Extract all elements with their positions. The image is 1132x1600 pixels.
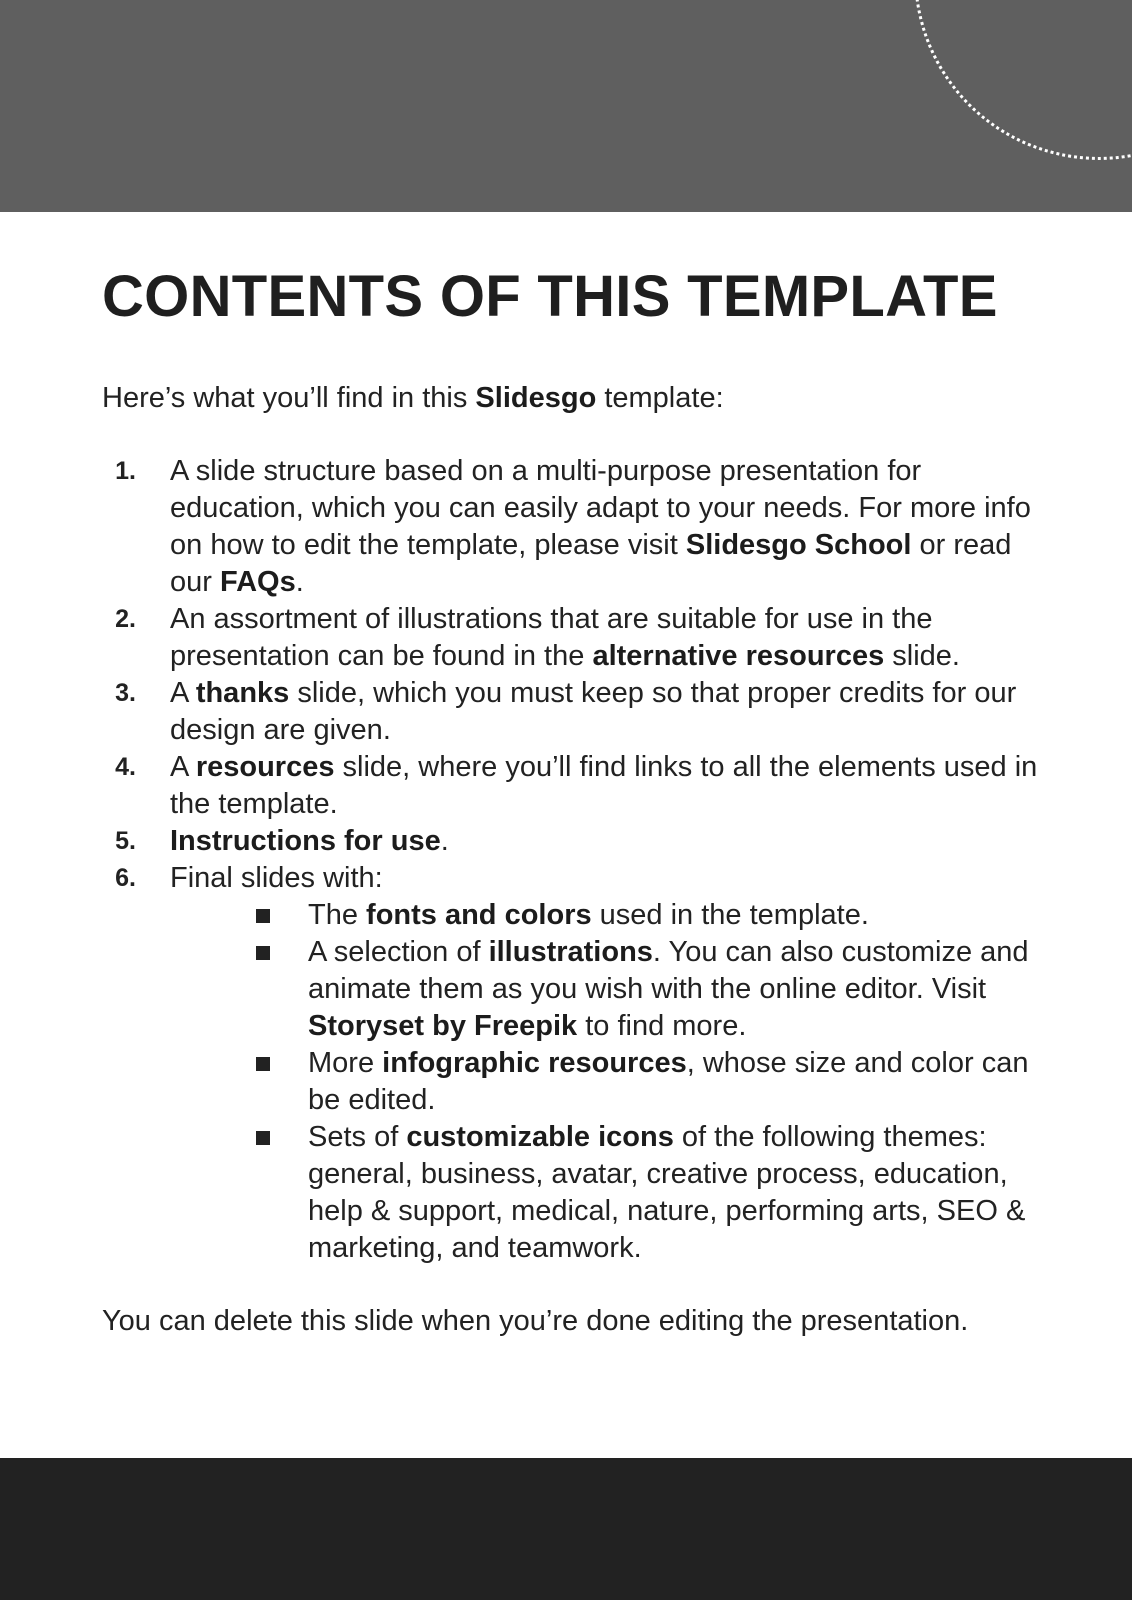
list-number: 3.: [115, 678, 136, 707]
item-text: A slide structure based on a multi-purpose presentation for education, which you can easily adapt to your needs. For more info on how to edit the template, please visit: [170, 454, 1031, 561]
item-bold: Slidesgo School: [685, 528, 912, 561]
sub-item-4: [308, 1119, 1042, 1267]
intro-before: Here’s what you’ll find in this: [102, 381, 476, 414]
sub-item-bold: Storyset by Freepik: [308, 1009, 578, 1042]
item-text: slide, where you’ll find links to all the elements used in the template.: [170, 750, 1038, 820]
item-text: A: [170, 676, 196, 709]
sub-item-text: The: [308, 898, 367, 931]
closing-note: You can delete this slide when you’re done editing the presentation.: [102, 1304, 969, 1337]
sub-item-3: [308, 1045, 1042, 1119]
slide-content: [102, 262, 1042, 1340]
dotted-arc-decoration: [914, 0, 1132, 160]
sub-item-text: More: [308, 1046, 383, 1079]
item-text: .: [295, 565, 304, 598]
intro-after: template:: [596, 381, 724, 414]
square-bullet-icon: [256, 1057, 270, 1071]
item-bold: Instructions for use: [170, 824, 441, 857]
list-number: 1.: [115, 456, 136, 485]
square-bullet-icon: [256, 1131, 270, 1145]
list-item-4: [102, 749, 1042, 823]
contents-list: [102, 453, 1042, 1267]
square-bullet-icon: [256, 946, 270, 960]
sub-item-bold: illustrations: [488, 935, 653, 968]
sub-item-text: of the following themes: general, business, avatar, creative process, education, help & support, medical, nature, performing arts, SEO & marketing, and teamwork.: [308, 1120, 1026, 1264]
item-bold: FAQs: [219, 565, 296, 598]
square-bullet-icon: [256, 909, 270, 923]
sub-item-text: . You can also customize and animate them as you wish with the online editor. Visit: [308, 935, 1029, 1005]
list-number: 4.: [115, 752, 136, 781]
sub-item-bold: customizable icons: [406, 1120, 674, 1153]
list-number: 2.: [115, 604, 136, 633]
sub-item-text: , whose size and color can be edited.: [308, 1046, 1029, 1116]
item-text: slide, which you must keep so that proper credits for our design are given.: [170, 676, 1017, 746]
sub-item-text: to find more.: [577, 1009, 747, 1042]
sub-item-bold: fonts and colors: [366, 898, 592, 931]
footer-band: [0, 1458, 1132, 1600]
header-band: [0, 0, 1132, 212]
item-text: or read our: [170, 528, 1012, 598]
item-bold: alternative resources: [592, 639, 885, 672]
intro-brand: Slidesgo: [475, 381, 597, 414]
item-bold: thanks: [195, 676, 290, 709]
sub-item-bold: infographic resources: [382, 1046, 687, 1079]
page-title: CONTENTS OF THIS TEMPLATE: [102, 264, 998, 329]
intro-text: [102, 380, 1042, 417]
item-text: A: [170, 750, 196, 783]
final-slides-sublist: [170, 897, 1042, 1267]
item-text: .: [440, 824, 449, 857]
sub-item-text: A selection of: [308, 935, 489, 968]
list-item-2: [102, 601, 1042, 675]
item-bold: resources: [195, 750, 335, 783]
sub-item-2: [308, 934, 1042, 1045]
item-text: slide.: [884, 639, 960, 672]
sub-item-1: [308, 897, 1042, 934]
list-item-5: [102, 823, 1042, 860]
list-item-6: [102, 860, 1042, 1267]
sub-item-text: Sets of: [308, 1120, 407, 1153]
list-item-3: [102, 675, 1042, 749]
item-text: An assortment of illustrations that are suitable for use in the presentation can be found in the: [170, 602, 933, 672]
item-text: Final slides with:: [170, 861, 383, 894]
list-item-1: [102, 453, 1042, 601]
list-number: 6.: [115, 863, 136, 892]
sub-item-text: used in the template.: [591, 898, 869, 931]
list-number: 5.: [115, 826, 136, 855]
